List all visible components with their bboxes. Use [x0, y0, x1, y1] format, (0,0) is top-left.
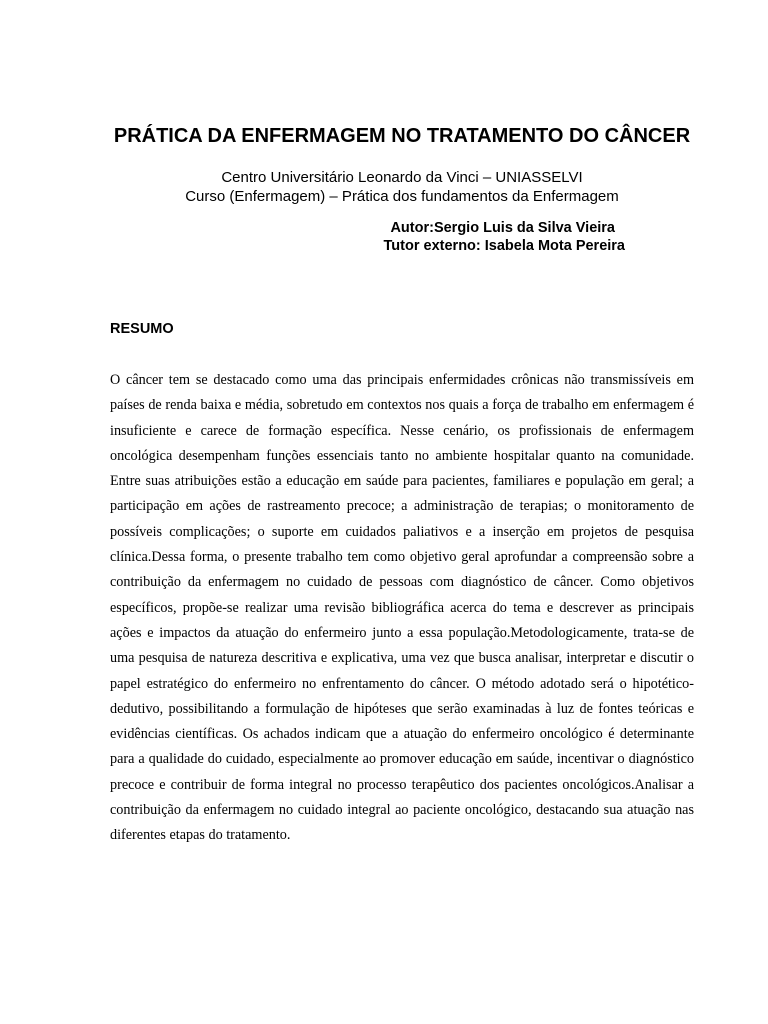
abstract-paragraph: O câncer tem se destacado como uma das principais enfermidades crônicas não transmissíveis em países de renda baixa e média, sobretudo em contextos nos quais a força de trabalho em enfermagem é insuficiente e carece de formação específica. Nesse cenário, os profissionais de enfermagem oncológica desempenham funções essenciais tanto no ambiente hospitalar quanto na comunidade. Entre suas atribuições estão a educação em saúde para pacientes, familiares e população em geral; a participação em ações de rastreamento precoce; a administração de terapias; o monitoramento de possíveis complicações; o suporte em cuidados paliativos e a inserção em projetos de pesquisa clínica.Dessa forma, o presente trabalho tem como objetivo geral aprofundar a compreensão sobre a contribuição da enfermagem no cuidado de pessoas com diagnóstico de câncer. Como objetivos específicos, propõe-se realizar uma revisão bibliográfica acerca do tema e descrever as principais ações e impactos da atuação do enfermeiro junto a essa população.Metodologicamente, trata-se de uma pesquisa de natureza descritiva e explicativa, uma vez que busca analisar, interpretar e discutir o papel estratégico do enfermeiro no enfrentamento do câncer. O método adotado será o hipotético-dedutivo, possibilitando a formulação de hipóteses que serão examinadas à luz de fontes teóricas e evidências científicas. Os achados indicam que a atuação do enfermeiro oncológico é determinante para a qualidade do cuidado, especialmente ao promover educação em saúde, incentivar o diagnóstico precoce e contribuir de forma integral no processo terapêutico dos pacientes oncológicos.Analisar a contribuição da enfermagem no cuidado integral ao paciente oncológico, destacando sua atuação nas diferentes etapas do tratamento.	[110, 372, 694, 844]
author-line: Autor:Sergio Luis da Silva Vieira	[390, 220, 615, 236]
section-heading-resumo: RESUMO	[110, 321, 174, 337]
document-title: PRÁTICA DA ENFERMAGEM NO TRATAMENTO DO CÂNCER	[113, 125, 691, 147]
course-line: Curso (Enfermagem) – Prática dos fundamentos da Enfermagem	[185, 188, 619, 205]
institution-line: Centro Universitário Leonardo da Vinci – UNIASSELVI	[221, 169, 583, 186]
tutor-line: Tutor externo: Isabela Mota Pereira	[383, 238, 625, 254]
